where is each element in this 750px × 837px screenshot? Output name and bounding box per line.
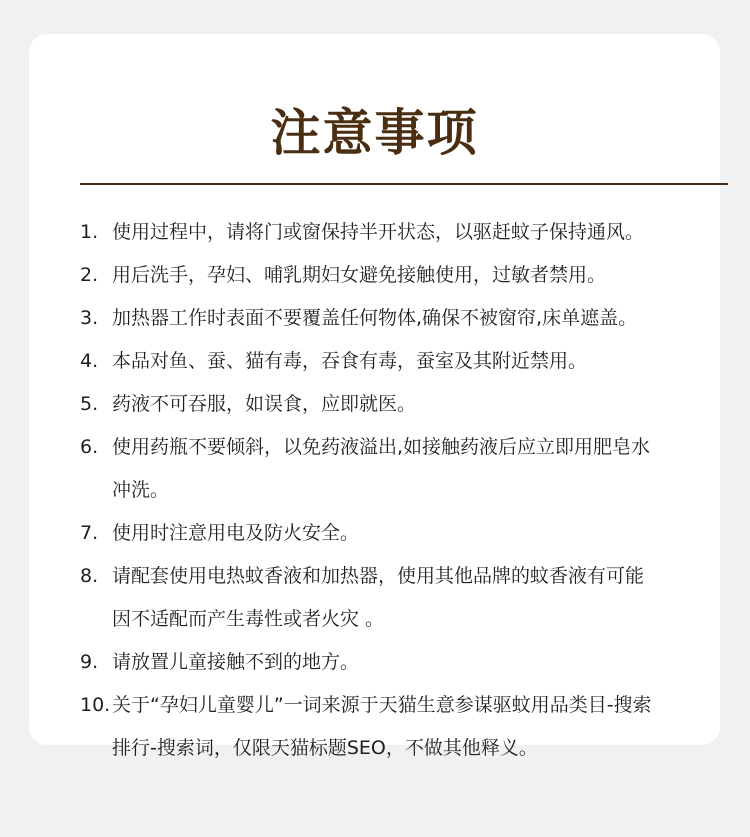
notice-item <box>80 512 740 555</box>
notice-item <box>80 340 740 383</box>
notice-item <box>80 426 740 512</box>
item-text <box>112 555 740 641</box>
item-text <box>112 426 740 512</box>
item-text <box>112 297 740 340</box>
page-title: 注意事项 <box>270 104 479 162</box>
notice-item <box>80 555 740 641</box>
title-divider <box>80 183 728 185</box>
item-number: 5. <box>80 393 99 415</box>
item-number: 4. <box>80 350 99 372</box>
item-text-line: 请放置儿童接触不到的地方。 <box>112 651 360 673</box>
item-text-line: 本品对鱼、蚕、猫有毒，吞食有毒，蚕室及其附近禁用。 <box>112 350 588 372</box>
notice-item <box>80 684 740 770</box>
item-text-line: 使用时注意用电及防火安全。 <box>112 522 360 544</box>
item-text-line: 使用药瓶不要倾斜，以免药液溢出,如接触药液后应立即用肥皂水 <box>112 436 651 458</box>
notice-list <box>80 211 740 770</box>
item-text <box>112 684 740 770</box>
item-text <box>112 383 740 426</box>
item-text-line: 药液不可吞服，如误食，应即就医。 <box>112 393 417 415</box>
notice-item <box>80 641 740 684</box>
item-text <box>112 254 740 297</box>
item-text-line: 关于“孕妇儿童婴儿”一词来源于天猫生意参谋驱蚊用品类目-搜索 <box>112 694 652 716</box>
item-number: 9. <box>80 651 99 673</box>
item-text-line: 加热器工作时表面不要覆盖任何物体,确保不被窗帘,床单遮盖。 <box>112 307 638 329</box>
item-number: 7. <box>80 522 99 544</box>
item-text-line: 使用过程中，请将门或窗保持半开状态，以驱赶蚊子保持通风。 <box>112 221 645 243</box>
item-number: 3. <box>80 307 99 329</box>
item-text <box>112 211 740 254</box>
item-text-line: 用后洗手，孕妇、哺乳期妇女避免接触使用，过敏者禁用。 <box>112 264 607 286</box>
item-text <box>112 641 740 684</box>
notice-item <box>80 297 740 340</box>
item-text <box>112 512 740 555</box>
notice-item <box>80 254 740 297</box>
item-number: 6. <box>80 436 99 458</box>
item-number: 2. <box>80 264 99 286</box>
notice-item <box>80 383 740 426</box>
notice-card <box>29 34 720 759</box>
item-number: 8. <box>80 565 99 587</box>
item-number: 10. <box>80 694 111 716</box>
item-text-line: 排行-搜索词，仅限天猫标题SEO，不做其他释义。 <box>112 737 538 759</box>
item-text-line: 冲洗。 <box>112 479 170 501</box>
item-number: 1. <box>80 221 99 243</box>
notice-item <box>80 211 740 254</box>
item-text <box>112 340 740 383</box>
item-text-line: 因不适配而产生毒性或者火灾 。 <box>112 608 385 630</box>
item-text-line: 请配套使用电热蚊香液和加热器，使用其他品牌的蚊香液有可能 <box>112 565 645 587</box>
